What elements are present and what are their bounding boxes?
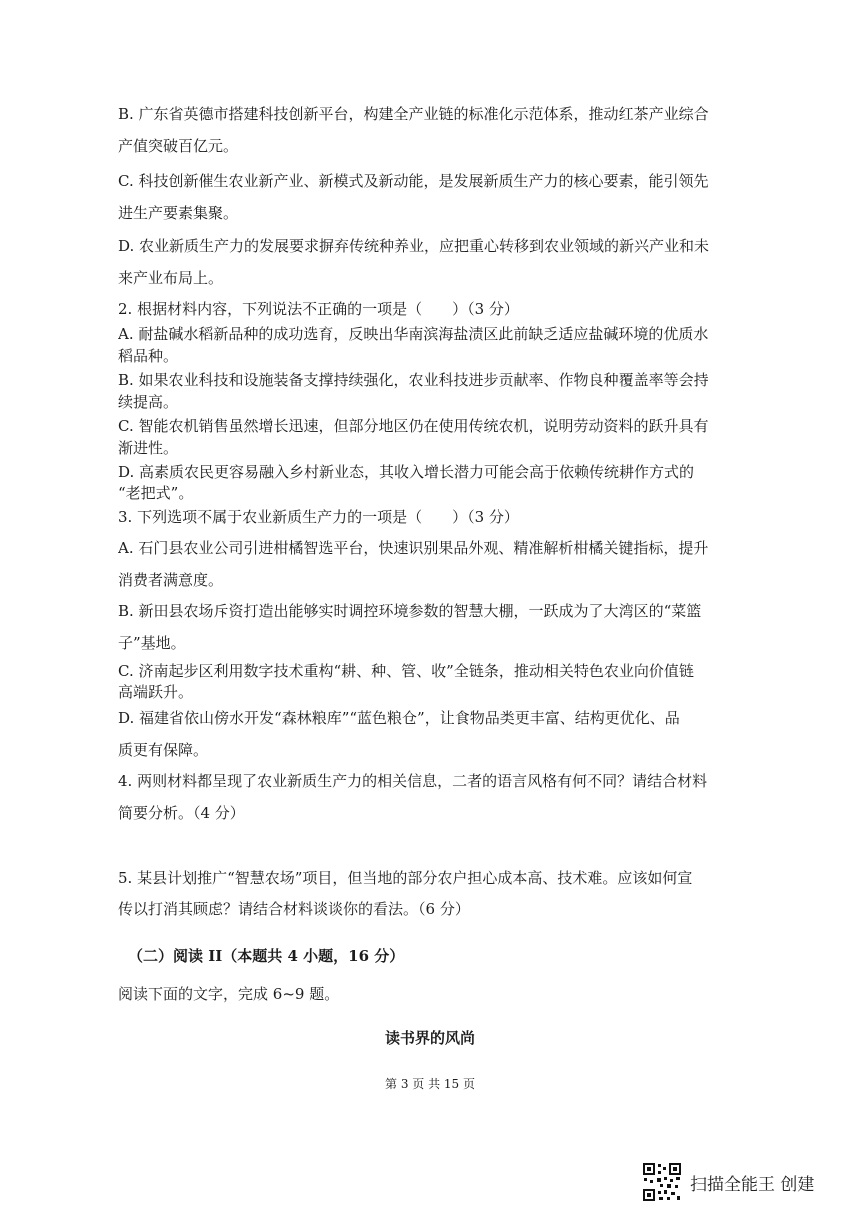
option-c-line-1: C. 科技创新催生农业新产业、新模式及新动能，是发展新质生产力的核心要素，能引领先 xyxy=(118,172,709,190)
option-d-line-2: 来产业布局上。 xyxy=(118,269,224,287)
q3-option-a-line-1: A. 石门县农业公司引进柑橘智选平台，快速识别果品外观、精准解析柑橘关键指标，提升 xyxy=(118,539,709,557)
q2-option-b-line-2: 续提高。 xyxy=(118,393,179,411)
question-3: 3. 下列选项不属于农业新质生产力的一项是（ ）（3 分） xyxy=(118,508,519,526)
q2-option-c-line-2: 渐进性。 xyxy=(118,439,179,457)
page-footer: 第 3 页 共 15 页 xyxy=(385,1077,475,1091)
q2-option-d-line-2: “老把式”。 xyxy=(118,484,194,502)
q2-option-a-line-1: A. 耐盐碱水稻新品种的成功选育，反映出华南滨海盐渍区此前缺乏适应盐碱环境的优质水 xyxy=(118,325,709,343)
q3-option-c-line-2: 高端跃升。 xyxy=(118,683,194,701)
option-b-line-2: 产值突破百亿元。 xyxy=(118,137,239,155)
section-heading: （二）阅读 II（本题共 4 小题，16 分） xyxy=(128,947,405,965)
question-4-line-1: 4. 两则材料都呈现了农业新质生产力的相关信息，二者的语言风格有何不同？请结合材料 xyxy=(118,772,708,790)
question-5-line-1: 5. 某县计划推广“智慧农场”项目，但当地的部分农户担心成本高、技术难。应该如何宣 xyxy=(118,869,693,887)
question-2: 2. 根据材料内容，下列说法不正确的一项是（ ）（3 分） xyxy=(118,300,519,318)
q3-option-a-line-2: 消费者满意度。 xyxy=(118,571,224,589)
question-5-line-2: 传以打消其顾虑？请结合材料谈谈你的看法。（6 分） xyxy=(118,900,470,918)
option-b-line-1: B. 广东省英德市搭建科技创新平台，构建全产业链的标准化示范体系，推动红茶产业综合 xyxy=(118,105,709,123)
question-4-line-2: 简要分析。（4 分） xyxy=(118,804,245,822)
q3-option-c-line-1: C. 济南起步区利用数字技术重构“耕、种、管、收”全链条，推动相关特色农业向价值链 xyxy=(118,662,694,680)
q2-option-c-line-1: C. 智能农机销售虽然增长迅速，但部分地区仍在使用传统农机，说明劳动资料的跃升具有 xyxy=(118,417,709,435)
reading-instruction: 阅读下面的文字，完成 6~9 题。 xyxy=(118,985,340,1003)
q3-option-d-line-1: D. 福建省依山傍水开发“森林粮库”“蓝色粮仓”，让食物品类更丰富、结构更优化、品 xyxy=(118,709,680,727)
q3-option-b-line-1: B. 新田县农场斥资打造出能够实时调控环境参数的智慧大棚，一跃成为了大湾区的“菜篮 xyxy=(118,602,702,620)
option-c-line-2: 进生产要素集聚。 xyxy=(118,204,239,222)
q2-option-d-line-1: D. 高素质农民更容易融入乡村新业态，其收入增长潜力可能会高于依赖传统耕作方式的 xyxy=(118,463,695,481)
option-d-line-1: D. 农业新质生产力的发展要求摒弃传统种养业，应把重心转移到农业领域的新兴产业和未 xyxy=(118,237,710,255)
qr-code-icon xyxy=(642,1162,682,1202)
article-title: 读书界的风尚 xyxy=(384,1029,475,1047)
q3-option-b-line-2: 子”基地。 xyxy=(118,634,186,652)
watermark-text: 扫描全能王 创建 xyxy=(690,1174,815,1195)
scanner-watermark xyxy=(642,1162,814,1202)
q3-option-d-line-2: 质更有保障。 xyxy=(118,741,209,759)
q2-option-a-line-2: 稻品种。 xyxy=(118,347,179,365)
q2-option-b-line-1: B. 如果农业科技和设施装备支撑持续强化，农业科技进步贡献率、作物良种覆盖率等会持 xyxy=(118,371,709,389)
